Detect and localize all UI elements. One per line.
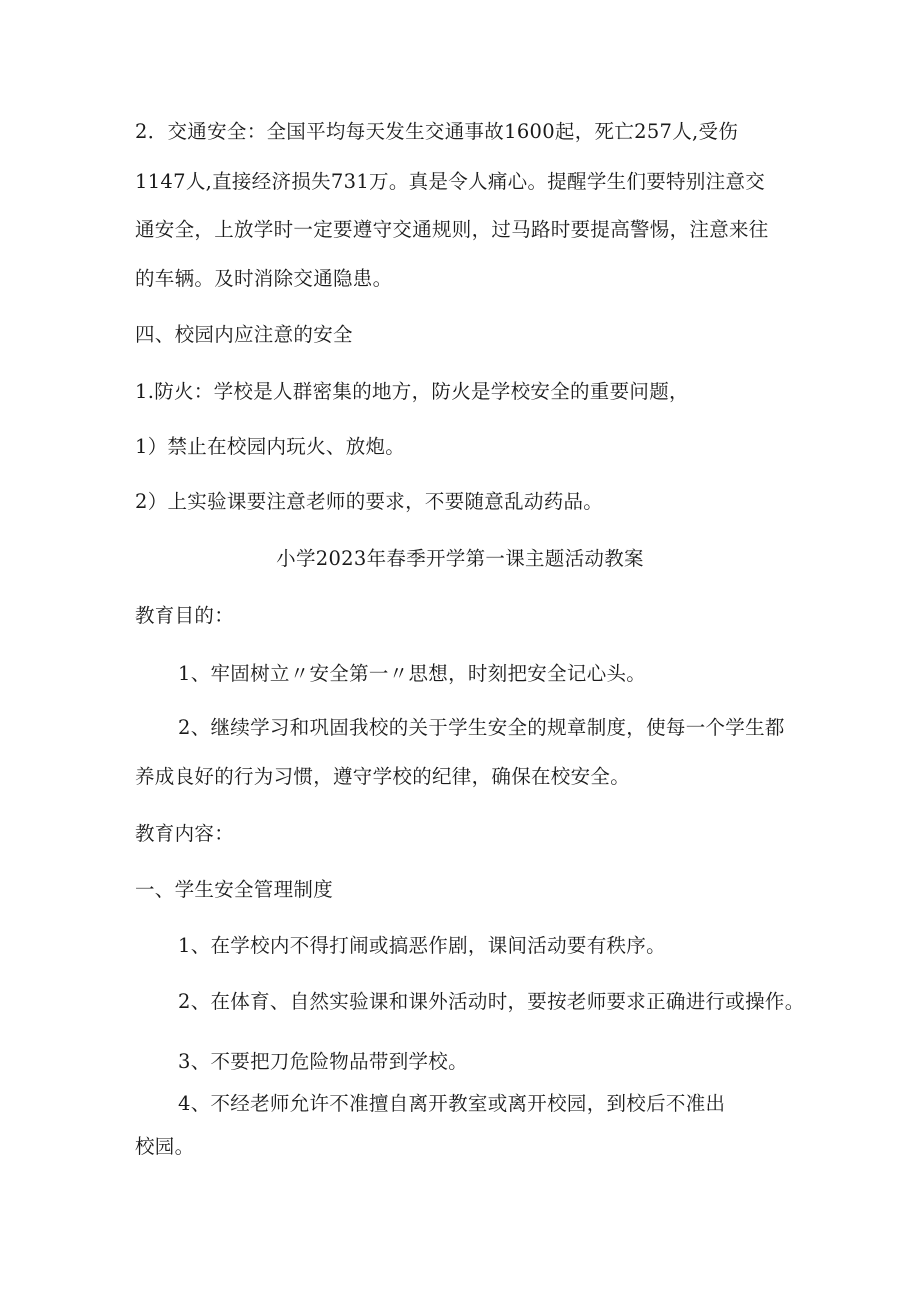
goal-item-2-line-1: 2、继续学习和巩固我校的关于学生安全的规章制度，使每一个学生都 xyxy=(178,716,785,739)
goals-heading: 教育目的： xyxy=(135,604,235,627)
traffic-paragraph-line-4: 的车辆。及时消除交通隐患。 xyxy=(135,267,393,290)
fire-safety-intro: 1.防火：学校是人群密集的地方，防火是学校安全的重要问题， xyxy=(135,380,689,403)
traffic-paragraph-line-2: 1147人,直接经济损失731万。真是令人痛心。提醒学生们要特别注意交 xyxy=(135,170,766,193)
lesson-plan-title: 小学2023年春季开学第一课主题活动教案 xyxy=(276,547,644,570)
rule-item-4-line-1: 4、不经老师允许不准擅自离开教室或离开校园，到校后不准出 xyxy=(178,1092,726,1115)
section-4-heading: 四、校园内应注意的安全 xyxy=(135,323,353,346)
rule-item-1: 1、在学校内不得打闹或搞恶作剧，课间活动要有秩序。 xyxy=(178,934,666,957)
rule-item-2: 2、在体育、自然实验课和课外活动时，要按老师要求正确进行或操作。 xyxy=(178,990,805,1013)
rule-item-3: 3、不要把刀危险物品带到学校。 xyxy=(178,1050,468,1073)
rule-item-4-line-2: 校园。 xyxy=(135,1135,195,1158)
goal-item-1: 1、牢固树立〃安全第一〃思想，时刻把安全记心头。 xyxy=(178,662,647,685)
content-heading: 教育内容： xyxy=(135,822,235,845)
section-1-heading: 一、学生安全管理制度 xyxy=(135,878,334,901)
fire-safety-item-2: 2）上实验课要注意老师的要求，不要随意乱动药品。 xyxy=(135,490,604,513)
goal-item-2-line-2: 养成良好的行为习惯，遵守学校的纪律，确保在校安全。 xyxy=(135,765,631,788)
traffic-paragraph-line-1: 2．交通安全：全国平均每天发生交通事故1600起，死亡257人,受伤 xyxy=(135,120,739,143)
fire-safety-item-1: 1）禁止在校园内玩火、放炮。 xyxy=(135,435,406,458)
traffic-paragraph-line-3: 通安全，上放学时一定要遵守交通规则，过马路时要提高警惕，注意来往 xyxy=(135,218,769,241)
